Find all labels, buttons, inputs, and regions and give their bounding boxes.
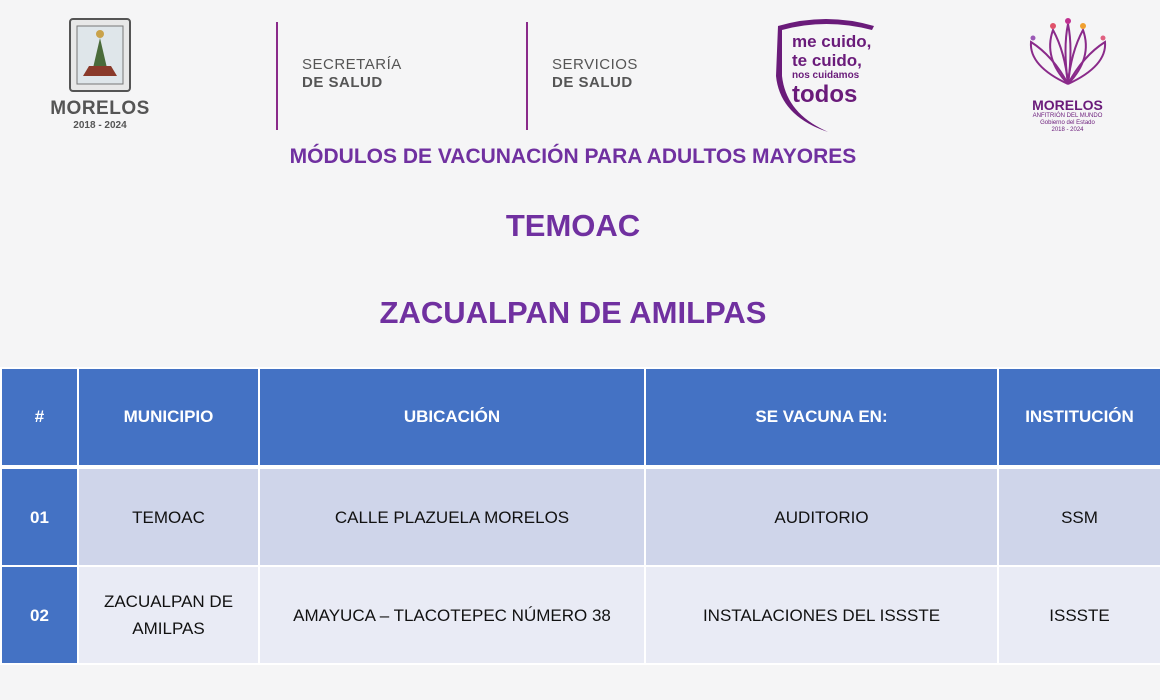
- cell-institucion: SSM: [998, 467, 1160, 566]
- cell-ubicacion: CALLE PLAZUELA MORELOS: [259, 467, 645, 566]
- cell-institucion: ISSSTE: [998, 566, 1160, 664]
- divider-2: [526, 22, 528, 130]
- slogan-line1: me cuido,: [792, 32, 872, 51]
- gov-sub3: 2018 - 2024: [1051, 127, 1084, 133]
- morelos-years: 2018 - 2024: [73, 120, 127, 131]
- morelos-government-logo: [1015, 18, 1120, 136]
- morelos-wordmark: MORELOS: [50, 98, 150, 119]
- column-header-se-vacuna-en: SE VACUNA EN:: [645, 368, 998, 467]
- slogan-line4: todos: [792, 81, 858, 108]
- secretaria-de-salud-label: [302, 56, 402, 92]
- slogan-text: [792, 32, 871, 108]
- municipality-title-1: TEMOAC: [505, 208, 641, 243]
- org1-line2: DE SALUD: [302, 74, 383, 91]
- gov-sub2: Gobierno del Estado: [1040, 120, 1095, 126]
- vaccination-modules-table: [0, 367, 1160, 665]
- column-header-institucion: INSTITUCIÓN: [998, 368, 1160, 467]
- cell-ubicacion: AMAYUCA – TLACOTEPEC NÚMERO 38: [259, 566, 645, 664]
- cell-municipio: ZACUALPAN DE AMILPAS: [78, 566, 259, 664]
- divider-1: [276, 22, 278, 130]
- morelos-state-logo: [40, 18, 160, 136]
- table-row: [1, 467, 1160, 566]
- org1-line1: SECRETARÍA: [302, 56, 402, 73]
- municipality-title-2: ZACUALPAN DE AMILPAS: [379, 295, 767, 330]
- slogan-badge: [772, 16, 880, 134]
- gov-wordmark: MORELOS: [1032, 97, 1103, 113]
- org2-line1: SERVICIOS: [552, 56, 638, 73]
- gov-sub1: ANFITRIÓN DEL MUNDO: [1032, 113, 1103, 119]
- slogan-line2: te cuido,: [792, 51, 862, 70]
- slogan-line3: nos cuidamos: [792, 70, 860, 81]
- column-header-municipio: MUNICIPIO: [78, 368, 259, 467]
- header-banner: [0, 0, 1160, 145]
- cell-se-vacuna-en: AUDITORIO: [645, 467, 998, 566]
- column-header-ubicacion: UBICACIÓN: [259, 368, 645, 467]
- org2-line2: DE SALUD: [552, 74, 633, 91]
- row-number: 01: [1, 467, 78, 566]
- row-number: 02: [1, 566, 78, 664]
- column-header-number: #: [1, 368, 78, 467]
- cell-municipio: TEMOAC: [78, 467, 259, 566]
- state-seal-icon: [69, 18, 131, 92]
- table-row: [1, 566, 1160, 664]
- table-header-row: [1, 368, 1160, 467]
- page-title: MÓDULOS DE VACUNACIÓN PARA ADULTOS MAYORES: [289, 145, 857, 168]
- servicios-de-salud-label: [552, 56, 638, 92]
- cell-se-vacuna-en: INSTALACIONES DEL ISSSTE: [645, 566, 998, 664]
- lotus-flower-icon: [1023, 18, 1113, 90]
